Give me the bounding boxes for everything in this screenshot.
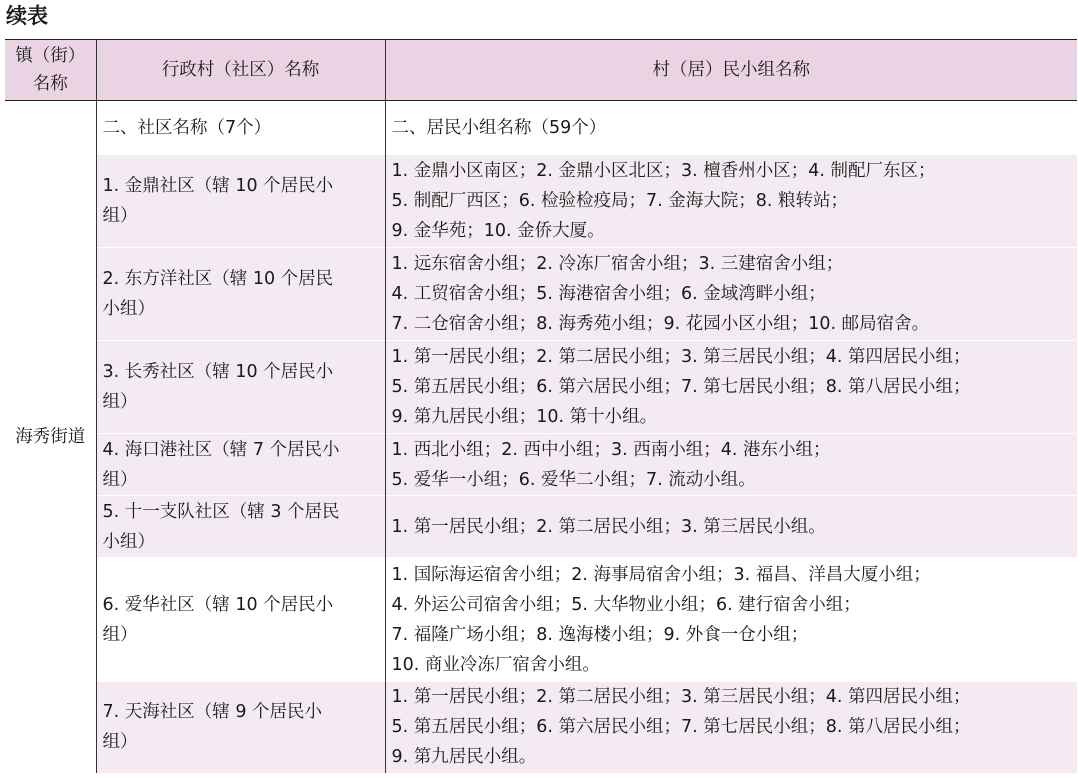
group-names-line: 4. 工贸宿舍小组；5. 海港宿舍小组；6. 金域湾畔小组； [391,284,826,304]
group-names-line: 二、居民小组名称（59个） [391,117,607,138]
group-names-line: 4. 外运公司宿舍小组；5. 大华物业小组；6. 建行宿舍小组； [391,594,861,615]
header-town-line-1: 镇（街） [15,46,86,66]
group-names-line: 9. 第九居民小组；10. 第十小组。 [391,407,658,427]
group-names-line: 10. 商业冷冻厂宿舍小组。 [391,654,600,675]
village-name-line: 组） [102,392,138,412]
group-names-line: 1. 远东宿舍小组；2. 冷冻厂宿舍小组；3. 三建宿舍小组； [391,254,844,274]
village-name-line: 组） [102,206,138,226]
village-name-line: 6. 爱华社区（辖 10 个居民小 [102,594,334,615]
table-row [5,155,1077,248]
header-village: 行政村（社区）名称 [96,40,385,101]
village-name-cell [96,248,385,341]
village-name-cell [96,558,385,682]
group-names-line: 1. 第一居民小组；2. 第二居民小组；3. 第三居民小组；4. 第四居民小组； [391,687,971,708]
group-names-line: 1. 国际海运宿舍小组；2. 海事局宿舍小组；3. 福昌、洋昌大厦小组； [391,564,931,585]
admin-division-table [5,39,1077,773]
group-names-line: 5. 第五居民小组；6. 第六居民小组；7. 第七居民小组；8. 第八居民小组； [391,717,971,738]
village-name-line: 3. 长秀社区（辖 10 个居民小 [102,362,334,382]
village-name-cell [96,101,385,155]
table-row [5,101,1077,155]
group-names-cell [385,434,1077,496]
table-body [5,101,1077,773]
header-group: 村（居）民小组名称 [385,40,1077,101]
table-row [5,248,1077,341]
village-name-line: 小组） [102,299,155,319]
group-names-cell [385,682,1077,773]
village-name-cell [96,155,385,248]
village-name-line: 5. 十一支队社区（辖 3 个居民 [102,501,340,522]
group-names-line: 5. 第五居民小组；6. 第六居民小组；7. 第七居民小组；8. 第八居民小组； [391,377,971,397]
group-names-line: 9. 第九居民小组。 [391,747,537,768]
group-names-line: 5. 爱华一小组；6. 爱华二小组；7. 流动小组。 [391,469,756,490]
village-name-cell [96,434,385,496]
village-name-line: 4. 海口港社区（辖 7 个居民小 [102,439,340,460]
table-row [5,496,1077,558]
village-name-cell [96,682,385,773]
header-town-line-2: 名称 [32,74,68,94]
group-names-cell [385,248,1077,341]
town-name-cell: 海秀街道 [5,101,96,773]
table-header-row [5,40,1077,101]
table-row [5,341,1077,434]
group-names-cell [385,101,1077,155]
table-row [5,682,1077,773]
village-name-cell [96,496,385,558]
village-name-cell [96,341,385,434]
group-names-line: 1. 第一居民小组；2. 第二居民小组；3. 第三居民小组。 [391,516,826,537]
group-names-line: 7. 二仓宿舍小组；8. 海秀苑小组；9. 花园小区小组；10. 邮局宿舍。 [391,314,930,334]
group-names-line: 1. 西北小组；2. 西中小组；3. 西南小组；4. 港东小组； [391,439,831,460]
village-name-line: 1. 金鼎社区（辖 10 个居民小 [102,176,334,196]
group-names-cell [385,496,1077,558]
village-name-line: 组） [102,732,138,753]
village-name-line: 7. 天海社区（辖 9 个居民小 [102,702,323,723]
village-name-line: 小组） [102,531,155,552]
group-names-line: 9. 金华苑；10. 金侨大厦。 [391,221,605,241]
header-town [5,40,96,101]
village-name-line: 组） [102,469,138,490]
group-names-line: 7. 福隆广场小组；8. 逸海楼小组；9. 外食一仓小组； [391,624,809,645]
village-name-line: 2. 东方洋社区（辖 10 个居民 [102,269,334,289]
group-names-line: 5. 制配厂西区；6. 检验检疫局；7. 金海大院；8. 粮转站； [391,191,849,211]
table-row [5,558,1077,682]
table-row [5,434,1077,496]
group-names-cell [385,558,1077,682]
group-names-cell [385,341,1077,434]
group-names-line: 1. 金鼎小区南区；2. 金鼎小区北区；3. 檀香州小区；4. 制配厂东区； [391,161,936,181]
village-name-line: 组） [102,624,138,645]
group-names-cell [385,155,1077,248]
group-names-line: 1. 第一居民小组；2. 第二居民小组；3. 第三居民小组；4. 第四居民小组； [391,347,971,367]
village-name-line: 二、社区名称（7个） [102,117,272,138]
page-title: 续表 [6,4,48,28]
